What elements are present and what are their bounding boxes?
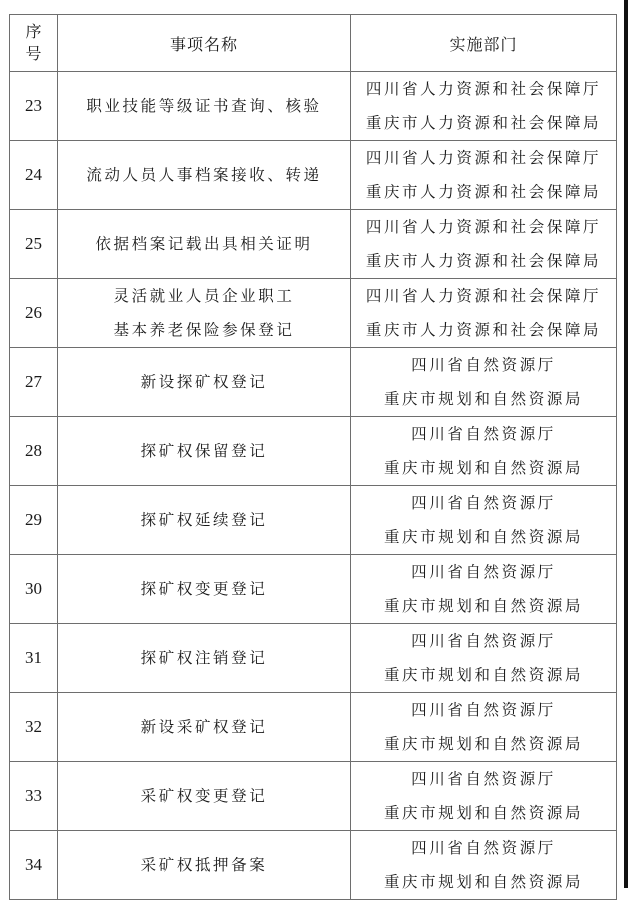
- department: [351, 624, 617, 693]
- department-line: 四川省人力资源和社会保障厅: [365, 80, 602, 98]
- item-name-line: 探矿权保留登记: [140, 442, 268, 460]
- row-number: 29: [10, 486, 58, 555]
- department-line: 重庆市规划和自然资源局: [383, 873, 584, 891]
- department: [351, 555, 617, 624]
- item-name-line: 新设探矿权登记: [140, 373, 268, 391]
- item-name-line: 探矿权变更登记: [140, 580, 268, 598]
- department-line: 四川省自然资源厅: [411, 632, 556, 650]
- item-name-line: 职业技能等级证书查询、核验: [86, 97, 322, 115]
- department-line: 四川省人力资源和社会保障厅: [365, 149, 602, 167]
- department-line: 重庆市规划和自然资源局: [383, 804, 584, 822]
- item-name: [58, 831, 351, 900]
- department-line: 重庆市人力资源和社会保障局: [365, 252, 602, 270]
- item-name: [58, 693, 351, 762]
- item-name-line: 探矿权延续登记: [140, 511, 268, 529]
- item-name: [58, 762, 351, 831]
- item-name: [58, 486, 351, 555]
- item-name: [58, 210, 351, 279]
- row-number: 34: [10, 831, 58, 900]
- table-row: [10, 693, 617, 762]
- department-line: 四川省自然资源厅: [411, 770, 556, 788]
- department: [351, 72, 617, 141]
- department: [351, 486, 617, 555]
- row-number: 28: [10, 417, 58, 486]
- department-line: 重庆市规划和自然资源局: [383, 597, 584, 615]
- table-row: [10, 624, 617, 693]
- row-number: 23: [10, 72, 58, 141]
- item-name-line: 依据档案记载出具相关证明: [95, 235, 313, 253]
- item-name: [58, 279, 351, 348]
- department-line: 重庆市人力资源和社会保障局: [365, 183, 602, 201]
- table-row: [10, 555, 617, 624]
- department: [351, 210, 617, 279]
- item-name-line: 采矿权抵押备案: [140, 856, 268, 874]
- table-row: [10, 762, 617, 831]
- row-number: 30: [10, 555, 58, 624]
- department: [351, 762, 617, 831]
- header-number: [10, 15, 58, 72]
- header-department: 实施部门: [351, 15, 617, 72]
- table-row: [10, 279, 617, 348]
- header-name: 事项名称: [58, 15, 351, 72]
- row-number: 32: [10, 693, 58, 762]
- department-line: 重庆市人力资源和社会保障局: [365, 114, 602, 132]
- department-line: 四川省自然资源厅: [411, 701, 556, 719]
- item-name: [58, 555, 351, 624]
- department: [351, 831, 617, 900]
- item-name: [58, 417, 351, 486]
- table-row: [10, 417, 617, 486]
- item-name-line: 采矿权变更登记: [140, 787, 268, 805]
- table-row: [10, 141, 617, 210]
- table-row: [10, 72, 617, 141]
- department-line: 四川省自然资源厅: [411, 563, 556, 581]
- department: [351, 417, 617, 486]
- department-line: 重庆市人力资源和社会保障局: [365, 321, 602, 339]
- department-line: 四川省自然资源厅: [411, 425, 556, 443]
- table-row: [10, 486, 617, 555]
- department-line: 四川省自然资源厅: [411, 494, 556, 512]
- department: [351, 693, 617, 762]
- edge-strip: [624, 0, 628, 888]
- table-row: [10, 831, 617, 900]
- row-number: 25: [10, 210, 58, 279]
- item-name-line: 流动人员人事档案接收、转递: [86, 166, 322, 184]
- department-line: 四川省人力资源和社会保障厅: [365, 218, 602, 236]
- row-number: 26: [10, 279, 58, 348]
- table-header-row: [10, 15, 617, 72]
- department-line: 重庆市规划和自然资源局: [383, 528, 584, 546]
- item-name: [58, 72, 351, 141]
- item-name: [58, 348, 351, 417]
- item-name-line: 灵活就业人员企业职工: [113, 287, 295, 305]
- department-line: 重庆市规划和自然资源局: [383, 390, 584, 408]
- row-number: 31: [10, 624, 58, 693]
- item-name-line: 探矿权注销登记: [140, 649, 268, 667]
- item-name-line: 新设采矿权登记: [140, 718, 268, 736]
- item-name: [58, 141, 351, 210]
- department-line: 重庆市规划和自然资源局: [383, 735, 584, 753]
- row-number: 33: [10, 762, 58, 831]
- department: [351, 141, 617, 210]
- row-number: 27: [10, 348, 58, 417]
- department-line: 四川省自然资源厅: [411, 839, 556, 857]
- department-line: 重庆市规划和自然资源局: [383, 666, 584, 684]
- header-number-line2: 号: [25, 44, 42, 63]
- department: [351, 348, 617, 417]
- row-number: 24: [10, 141, 58, 210]
- header-number-line1: 序: [25, 22, 42, 41]
- table-row: [10, 348, 617, 417]
- items-table: [9, 14, 617, 900]
- department: [351, 279, 617, 348]
- item-name: [58, 624, 351, 693]
- department-line: 重庆市规划和自然资源局: [383, 459, 584, 477]
- table-row: [10, 210, 617, 279]
- department-line: 四川省人力资源和社会保障厅: [365, 287, 602, 305]
- item-name-line: 基本养老保险参保登记: [113, 321, 295, 339]
- department-line: 四川省自然资源厅: [411, 356, 556, 374]
